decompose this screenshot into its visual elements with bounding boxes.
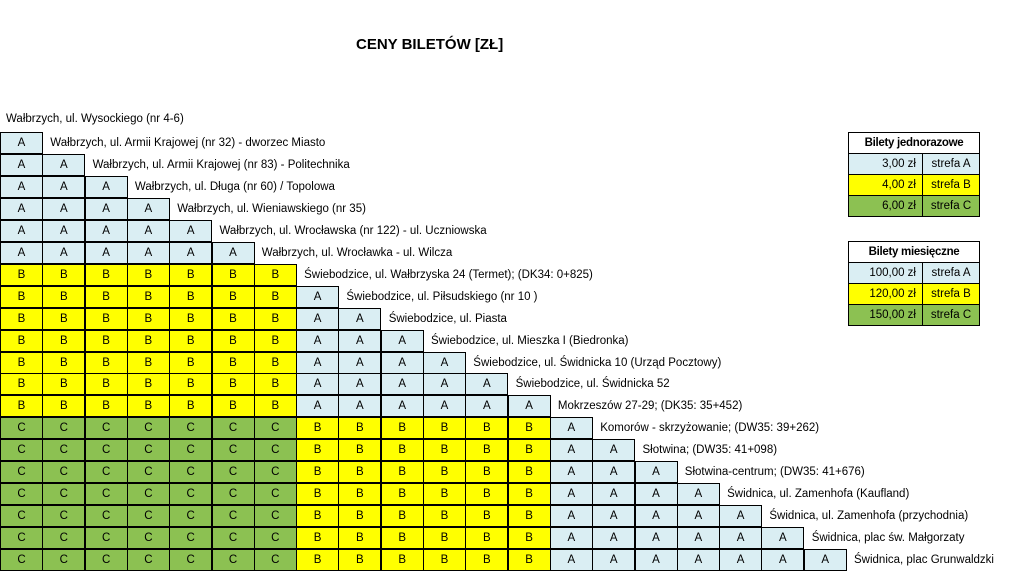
zone-cell: C: [42, 483, 85, 505]
zone-cell: C: [212, 549, 255, 571]
price-cell: 120,00 zł: [848, 283, 923, 305]
zone-cell: C: [127, 505, 170, 527]
price-cell: 4,00 zł: [848, 174, 923, 196]
zone-cell: B: [85, 308, 128, 330]
zone-cell: B: [212, 308, 255, 330]
stop-label: Świebodzice, ul. Piłsudskiego (nr 10 ): [346, 290, 538, 303]
zone-cell: A: [465, 395, 508, 417]
zone-cell: A: [550, 549, 593, 571]
zone-cell: B: [465, 461, 508, 483]
stop-label: Świebodzice, ul. Świdnicka 52: [515, 378, 670, 391]
zone-cell: B: [0, 264, 43, 286]
zone-cell: A: [381, 373, 424, 395]
zone-cell: B: [296, 549, 339, 571]
zone-cell: A: [0, 132, 43, 154]
zone-cell: B: [169, 286, 212, 308]
zone-cell: A: [338, 352, 381, 374]
zone-cell: B: [423, 461, 466, 483]
zone-cell: A: [127, 242, 170, 264]
zone-cell: strefa A: [922, 262, 980, 284]
zone-cell: C: [0, 461, 43, 483]
price-cell: 150,00 zł: [848, 304, 923, 326]
zone-cell: A: [169, 242, 212, 264]
zone-cell: B: [338, 549, 381, 571]
zone-cell: C: [169, 417, 212, 439]
zone-cell: B: [338, 461, 381, 483]
zone-cell: B: [0, 395, 43, 417]
zone-cell: C: [85, 505, 128, 527]
zone-cell: B: [338, 505, 381, 527]
zone-cell: A: [0, 220, 43, 242]
zone-cell: C: [169, 549, 212, 571]
zone-cell: A: [338, 373, 381, 395]
zone-cell: A: [0, 176, 43, 198]
zone-cell: A: [381, 330, 424, 352]
monthly-tickets-table: [848, 241, 980, 326]
zone-cell: C: [0, 483, 43, 505]
zone-cell: B: [508, 505, 551, 527]
zone-cell: A: [635, 527, 678, 549]
zone-cell: C: [212, 527, 255, 549]
zone-cell: A: [719, 505, 762, 527]
stop-label: Wałbrzych, ul. Wieniawskiego (nr 35): [177, 202, 366, 215]
zone-cell: A: [42, 154, 85, 176]
zone-cell: B: [338, 439, 381, 461]
zone-cell: A: [338, 330, 381, 352]
first-stop-label: Wałbrzych, ul. Wysockiego (nr 4-6): [6, 113, 184, 125]
zone-cell: B: [42, 395, 85, 417]
zone-cell: A: [296, 352, 339, 374]
stop-label: Mokrzeszów 27-29; (DK35: 35+452): [557, 400, 743, 413]
zone-cell: strefa C: [922, 195, 980, 217]
zone-cell: B: [296, 417, 339, 439]
stop-label: Świdnica, ul. Zamenhofa (Kaufland): [727, 488, 910, 501]
zone-cell: C: [42, 417, 85, 439]
zone-cell: A: [592, 461, 635, 483]
zone-cell: B: [465, 505, 508, 527]
monthly-ticket-row: [848, 304, 980, 326]
zone-cell: C: [127, 439, 170, 461]
zone-cell: A: [677, 483, 720, 505]
zone-cell: B: [423, 505, 466, 527]
zone-cell: C: [212, 417, 255, 439]
stop-label: Słotwina; (DW35: 41+098): [642, 444, 778, 457]
zone-cell: B: [465, 417, 508, 439]
zone-cell: B: [465, 483, 508, 505]
zone-cell: B: [508, 461, 551, 483]
zone-cell: B: [465, 439, 508, 461]
zone-cell: C: [85, 461, 128, 483]
zone-cell: B: [254, 352, 297, 374]
zone-cell: A: [550, 505, 593, 527]
zone-cell: C: [169, 483, 212, 505]
zone-cell: A: [635, 549, 678, 571]
zone-cell: C: [169, 439, 212, 461]
zone-cell: B: [169, 308, 212, 330]
zone-cell: B: [296, 505, 339, 527]
zone-cell: B: [127, 264, 170, 286]
zone-cell: B: [127, 395, 170, 417]
zone-cell: A: [212, 242, 255, 264]
zone-cell: A: [423, 352, 466, 374]
zone-cell: B: [0, 373, 43, 395]
zone-cell: B: [254, 330, 297, 352]
zone-cell: B: [423, 549, 466, 571]
zone-cell: B: [127, 308, 170, 330]
zone-cell: B: [212, 373, 255, 395]
zone-cell: C: [0, 527, 43, 549]
zone-cell: A: [550, 483, 593, 505]
zone-cell: C: [212, 439, 255, 461]
stop-label: Świebodzice, ul. Świdnicka 10 (Urząd Pocztowy): [473, 356, 722, 369]
zone-cell: C: [42, 439, 85, 461]
zone-cell: B: [296, 483, 339, 505]
zone-cell: B: [338, 483, 381, 505]
stop-label: Świdnica, ul. Zamenhofa (przychodnia): [769, 510, 969, 523]
zone-cell: A: [296, 286, 339, 308]
zone-cell: A: [338, 308, 381, 330]
zone-cell: C: [254, 505, 297, 527]
zone-cell: B: [508, 417, 551, 439]
zone-cell: A: [804, 549, 847, 571]
monthly-ticket-row: [848, 283, 980, 305]
zone-cell: C: [254, 439, 297, 461]
zone-cell: B: [423, 527, 466, 549]
zone-cell: B: [254, 308, 297, 330]
stop-label: Słotwina-centrum; (DW35: 41+676): [684, 466, 865, 479]
zone-cell: C: [85, 439, 128, 461]
zone-cell: B: [85, 330, 128, 352]
zone-cell: C: [169, 527, 212, 549]
zone-cell: B: [127, 330, 170, 352]
zone-cell: A: [592, 549, 635, 571]
zone-cell: B: [465, 549, 508, 571]
zone-cell: A: [296, 373, 339, 395]
zone-cell: B: [508, 439, 551, 461]
zone-cell: B: [212, 286, 255, 308]
zone-cell: B: [42, 352, 85, 374]
zone-cell: C: [127, 527, 170, 549]
zone-cell: C: [127, 417, 170, 439]
zone-cell: A: [85, 176, 128, 198]
zone-cell: B: [423, 417, 466, 439]
zone-cell: A: [338, 395, 381, 417]
zone-cell: C: [254, 461, 297, 483]
zone-cell: B: [85, 264, 128, 286]
stop-label: Świdnica, plac Grunwaldzki: [854, 554, 994, 567]
zone-cell: C: [212, 505, 255, 527]
zone-cell: C: [127, 549, 170, 571]
zone-cell: A: [42, 220, 85, 242]
zone-cell: A: [127, 220, 170, 242]
zone-cell: A: [550, 461, 593, 483]
zone-cell: C: [42, 549, 85, 571]
zone-cell: A: [719, 549, 762, 571]
zone-cell: B: [0, 330, 43, 352]
zone-cell: B: [508, 549, 551, 571]
stop-label: Wałbrzych, ul. Armii Krajowej (nr 83) - Politechnika: [92, 158, 350, 171]
stop-label: Wałbrzych, ul. Wrocławska (nr 122) - ul. Uczniowska: [219, 224, 487, 237]
zone-cell: B: [42, 308, 85, 330]
zone-cell: A: [635, 483, 678, 505]
zone-cell: C: [42, 527, 85, 549]
zone-cell: B: [42, 286, 85, 308]
single-tickets-title: Bilety jednorazowe: [848, 132, 980, 154]
zone-cell: C: [212, 461, 255, 483]
zone-cell: C: [0, 439, 43, 461]
zone-cell: B: [0, 308, 43, 330]
zone-cell: B: [296, 439, 339, 461]
zone-cell: B: [42, 373, 85, 395]
single-ticket-row: [848, 174, 980, 196]
stop-label: Wałbrzych, ul. Armii Krajowej (nr 32) - dworzec Miasto: [50, 137, 326, 149]
stop-label: Świebodzice, ul. Wałbrzyska 24 (Termet); (DK34: 0+825): [304, 268, 593, 281]
zone-cell: B: [381, 483, 424, 505]
page-title: CENY BILETÓW [ZŁ]: [356, 36, 504, 53]
zone-cell: strefa B: [922, 174, 980, 196]
zone-cell: C: [42, 505, 85, 527]
price-cell: 3,00 zł: [848, 153, 923, 175]
zone-cell: strefa A: [922, 153, 980, 175]
zone-cell: B: [254, 395, 297, 417]
zone-cell: C: [254, 483, 297, 505]
zone-cell: A: [761, 527, 804, 549]
zone-cell: A: [677, 549, 720, 571]
zone-cell: B: [42, 264, 85, 286]
stop-label: Wałbrzych, ul. Wrocławka - ul. Wilcza: [261, 246, 453, 259]
zone-cell: A: [85, 242, 128, 264]
zone-cell: strefa C: [922, 304, 980, 326]
zone-cell: C: [85, 417, 128, 439]
zone-cell: A: [42, 242, 85, 264]
zone-cell: B: [212, 395, 255, 417]
zone-cell: A: [592, 505, 635, 527]
zone-cell: B: [381, 417, 424, 439]
zone-cell: C: [85, 549, 128, 571]
stop-label: Komorów - skrzyżowanie; (DW35: 39+262): [600, 422, 820, 435]
zone-cell: A: [85, 220, 128, 242]
zone-cell: C: [254, 527, 297, 549]
zone-cell: A: [296, 395, 339, 417]
zone-cell: B: [508, 527, 551, 549]
zone-cell: B: [85, 352, 128, 374]
zone-cell: A: [423, 373, 466, 395]
zone-cell: A: [296, 330, 339, 352]
zone-cell: B: [42, 330, 85, 352]
zone-cell: B: [381, 527, 424, 549]
zone-cell: B: [254, 286, 297, 308]
stop-label: Świebodzice, ul. Mieszka I (Biedronka): [431, 334, 629, 347]
single-tickets-table: [848, 132, 980, 217]
zone-cell: A: [635, 461, 678, 483]
zone-cell: B: [85, 286, 128, 308]
zone-cell: B: [127, 352, 170, 374]
stop-label: Wałbrzych, ul. Długa (nr 60) / Topolowa: [134, 180, 335, 193]
zone-cell: B: [85, 395, 128, 417]
zone-cell: B: [212, 264, 255, 286]
zone-cell: C: [127, 483, 170, 505]
zone-cell: B: [381, 505, 424, 527]
zone-cell: C: [254, 417, 297, 439]
price-cell: 100,00 zł: [848, 262, 923, 284]
zone-cell: A: [42, 198, 85, 220]
zone-cell: A: [0, 154, 43, 176]
zone-cell: A: [0, 198, 43, 220]
zone-cell: A: [719, 527, 762, 549]
zone-cell: A: [0, 242, 43, 264]
zone-cell: B: [254, 264, 297, 286]
zone-cell: C: [169, 505, 212, 527]
zone-cell: C: [212, 483, 255, 505]
zone-cell: B: [338, 417, 381, 439]
zone-cell: B: [169, 330, 212, 352]
zone-cell: A: [550, 417, 593, 439]
zone-cell: A: [550, 439, 593, 461]
price-cell: 6,00 zł: [848, 195, 923, 217]
zone-cell: A: [296, 308, 339, 330]
zone-cell: A: [169, 220, 212, 242]
zone-cell: A: [550, 527, 593, 549]
zone-cell: A: [592, 439, 635, 461]
single-ticket-row: [848, 153, 980, 175]
zone-cell: B: [381, 439, 424, 461]
zone-cell: A: [381, 352, 424, 374]
zone-cell: B: [381, 549, 424, 571]
zone-cell: B: [338, 527, 381, 549]
stop-label: Świebodzice, ul. Piasta: [388, 312, 507, 325]
zone-cell: A: [592, 483, 635, 505]
zone-cell: A: [127, 198, 170, 220]
zone-cell: C: [0, 549, 43, 571]
monthly-ticket-row: [848, 262, 980, 284]
zone-cell: B: [212, 330, 255, 352]
zone-cell: C: [169, 461, 212, 483]
zone-cell: C: [0, 417, 43, 439]
zone-cell: A: [592, 527, 635, 549]
zone-cell: B: [465, 527, 508, 549]
zone-cell: B: [85, 373, 128, 395]
zone-cell: B: [0, 352, 43, 374]
zone-cell: C: [85, 483, 128, 505]
zone-cell: A: [635, 505, 678, 527]
zone-cell: B: [423, 483, 466, 505]
zone-cell: B: [381, 461, 424, 483]
single-ticket-row: [848, 195, 980, 217]
zone-cell: A: [85, 198, 128, 220]
zone-cell: B: [169, 264, 212, 286]
zone-cell: C: [127, 461, 170, 483]
zone-cell: A: [423, 395, 466, 417]
zone-cell: strefa B: [922, 283, 980, 305]
zone-cell: B: [127, 286, 170, 308]
zone-cell: B: [423, 439, 466, 461]
zone-cell: A: [508, 395, 551, 417]
zone-cell: B: [212, 352, 255, 374]
zone-cell: B: [169, 395, 212, 417]
monthly-tickets-title: Bilety miesięczne: [848, 241, 980, 263]
zone-cell: C: [254, 549, 297, 571]
zone-cell: B: [296, 527, 339, 549]
zone-cell: A: [42, 176, 85, 198]
zone-cell: A: [761, 549, 804, 571]
zone-cell: C: [42, 461, 85, 483]
zone-cell: B: [169, 373, 212, 395]
zone-cell: C: [85, 527, 128, 549]
zone-cell: A: [381, 395, 424, 417]
zone-cell: A: [677, 527, 720, 549]
stop-label: Świdnica, plac św. Małgorzaty: [811, 532, 965, 545]
zone-cell: B: [0, 286, 43, 308]
zone-cell: B: [169, 352, 212, 374]
zone-cell: B: [508, 483, 551, 505]
zone-cell: C: [0, 505, 43, 527]
zone-cell: A: [677, 505, 720, 527]
zone-cell: B: [296, 461, 339, 483]
zone-cell: A: [465, 373, 508, 395]
zone-cell: B: [127, 373, 170, 395]
zone-cell: B: [254, 373, 297, 395]
